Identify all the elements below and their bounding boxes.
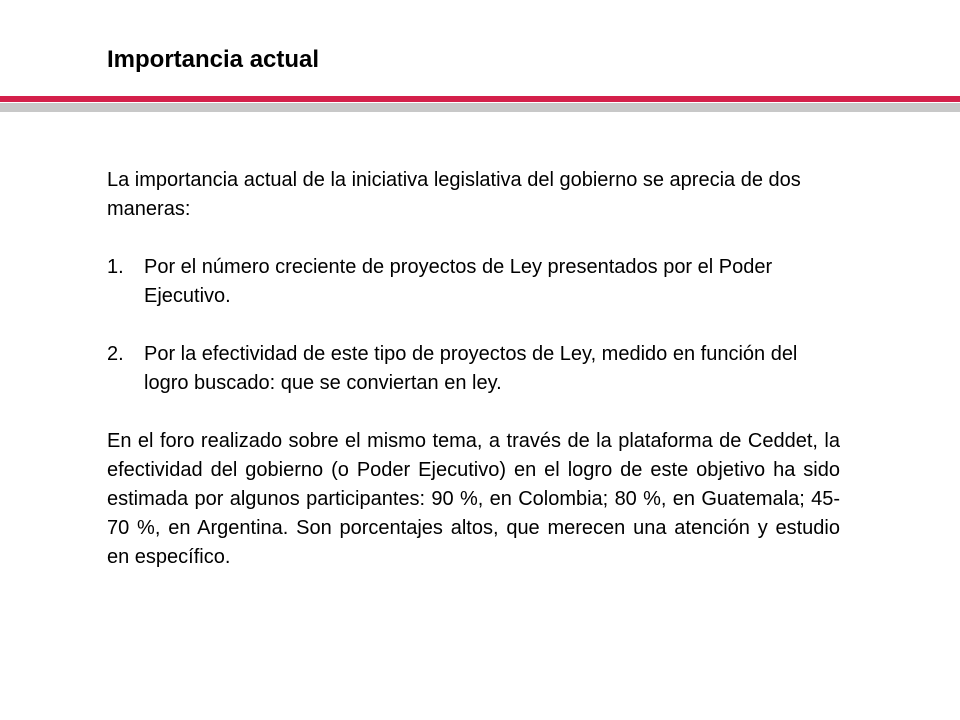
list-item bbox=[107, 340, 840, 398]
intro-paragraph: La importancia actual de la iniciativa legislativa del gobierno se aprecia de dos maneras: bbox=[107, 169, 801, 220]
page-title: Importancia actual bbox=[107, 46, 320, 73]
list-item-number: 1. bbox=[107, 256, 124, 278]
list-item-text: Por el número creciente de proyectos de Ley presentados por el Poder Ejecutivo. bbox=[144, 256, 773, 307]
list-item-number: 2. bbox=[107, 343, 124, 365]
list-item-text: Por la efectividad de este tipo de proyectos de Ley, medido en función del logro buscado: que se conviertan en ley. bbox=[144, 343, 798, 394]
title-divider-red bbox=[0, 96, 960, 102]
list-item bbox=[107, 253, 840, 311]
body-content bbox=[107, 166, 840, 572]
title-divider-gray bbox=[0, 103, 960, 112]
closing-paragraph: En el foro realizado sobre el mismo tema, a través de la plataforma de Ceddet, la efectividad del gobierno (o Poder Ejecutivo) en el logro de este objetivo ha sido estimada por algunos participantes: 90 %, en Colombia; 80 %, en Guatemala; 45-70 %, en Argentina. Son porcentajes altos, que merecen una atención y estudio en específico. bbox=[107, 430, 840, 568]
